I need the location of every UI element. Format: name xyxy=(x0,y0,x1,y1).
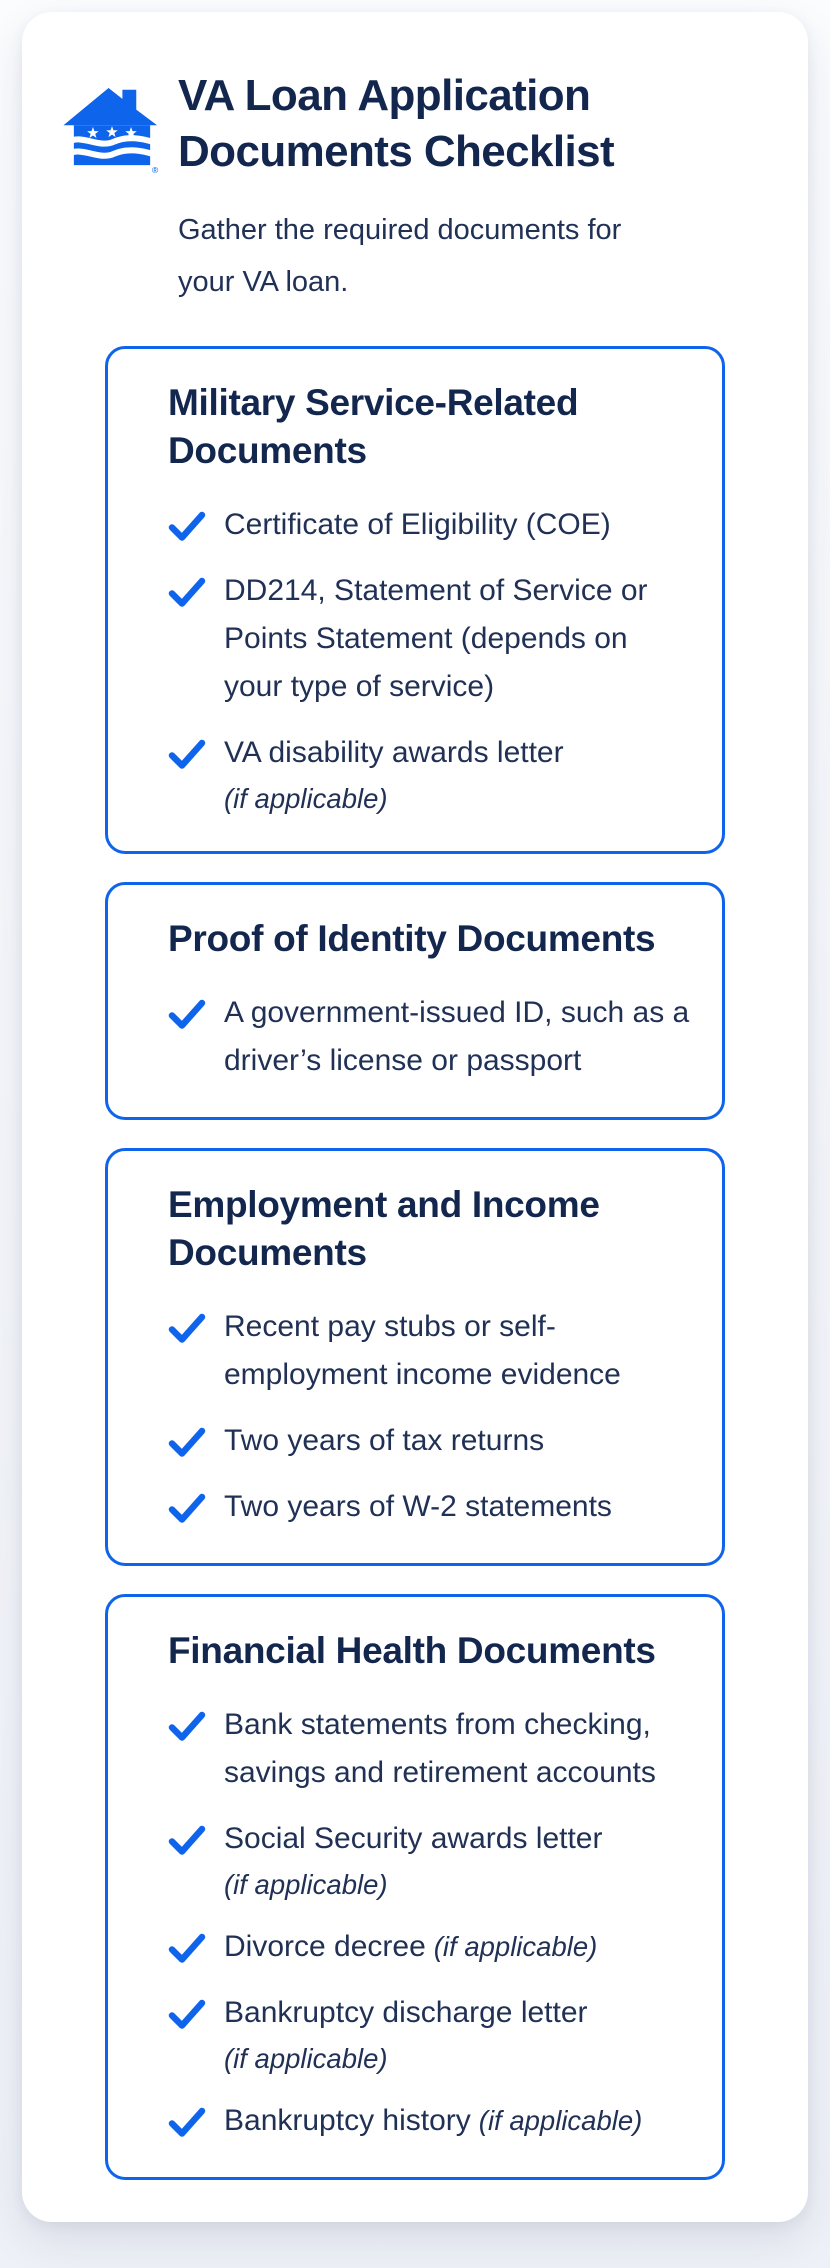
item-body xyxy=(224,1989,588,2079)
section-card xyxy=(105,346,725,854)
item-text: Bank statements from checking, savings and retirement accounts xyxy=(224,1708,656,1789)
house-logo-icon xyxy=(60,80,164,174)
item-text: A government-issued ID, such as a driver’s license or passport xyxy=(224,996,690,1077)
item-note: (if applicable) xyxy=(478,2105,643,2136)
check-icon xyxy=(168,1710,206,1742)
check-icon xyxy=(168,576,206,608)
section-title-line: Military Service-Related xyxy=(168,382,579,423)
check-icon xyxy=(168,738,206,770)
checklist-item xyxy=(168,1483,690,1531)
checklist-item xyxy=(168,567,690,711)
checklist-item xyxy=(168,501,690,549)
section-card xyxy=(105,1594,725,2180)
title-column xyxy=(178,68,621,308)
item-note: (if applicable) xyxy=(433,1931,598,1962)
section-card xyxy=(105,1148,725,1566)
item-text: Bankruptcy discharge letter xyxy=(224,1996,588,2029)
section-title-line: Employment and Income xyxy=(168,1184,600,1225)
item-body xyxy=(224,1923,597,1971)
item-text: Two years of tax returns xyxy=(224,1424,545,1457)
check-icon xyxy=(168,1932,206,1964)
check-icon xyxy=(168,510,206,542)
item-body xyxy=(224,2097,642,2145)
item-note: (if applicable) xyxy=(224,2043,388,2074)
sections-list xyxy=(105,346,768,2180)
section-title xyxy=(168,1627,690,1675)
check-icon xyxy=(168,1998,206,2030)
section-title xyxy=(168,379,690,475)
checklist-card xyxy=(22,12,808,2222)
item-body xyxy=(224,1417,544,1465)
header xyxy=(60,68,768,308)
item-body xyxy=(224,501,611,549)
page-title xyxy=(178,68,621,180)
item-text: Recent pay stubs or self-employment income evidence xyxy=(224,1310,621,1391)
checklist xyxy=(168,1701,690,2145)
item-text: Social Security awards letter xyxy=(224,1822,603,1855)
checklist-item xyxy=(168,1303,690,1399)
check-icon xyxy=(168,1824,206,1856)
section-title-line: Proof of Identity Documents xyxy=(168,918,656,959)
check-icon xyxy=(168,1312,206,1344)
section-title xyxy=(168,1181,690,1277)
checklist-item xyxy=(168,2097,690,2145)
page-title-line: Documents Checklist xyxy=(178,127,615,176)
checklist xyxy=(168,989,690,1085)
checklist-item xyxy=(168,1923,690,1971)
page-title-line: VA Loan Application xyxy=(178,71,591,120)
check-icon xyxy=(168,2106,206,2138)
section-card xyxy=(105,882,725,1120)
item-body xyxy=(224,1701,690,1797)
section-title-line: Documents xyxy=(168,1232,367,1273)
item-text: VA disability awards letter xyxy=(224,736,564,769)
item-note: (if applicable) xyxy=(224,783,388,814)
item-body xyxy=(224,1815,603,1905)
section-title xyxy=(168,915,690,963)
check-icon xyxy=(168,998,206,1030)
item-text: Divorce decree xyxy=(224,1930,426,1963)
brand-logo xyxy=(60,80,164,179)
item-body xyxy=(224,567,690,711)
checklist xyxy=(168,1303,690,1531)
item-note: (if applicable) xyxy=(224,1869,388,1900)
item-body xyxy=(224,729,564,819)
item-text: Bankruptcy history xyxy=(224,2104,471,2137)
checklist-item xyxy=(168,1701,690,1797)
item-body xyxy=(224,1303,690,1399)
checklist-item xyxy=(168,989,690,1085)
checklist xyxy=(168,501,690,819)
page-subtitle xyxy=(178,204,621,308)
item-text: Two years of W-2 statements xyxy=(224,1490,612,1523)
check-icon xyxy=(168,1426,206,1458)
item-text: DD214, Statement of Service or Points Statement (depends on your type of service) xyxy=(224,574,648,703)
check-icon xyxy=(168,1492,206,1524)
item-body xyxy=(224,989,690,1085)
checklist-item xyxy=(168,729,690,819)
section-title-line: Financial Health Documents xyxy=(168,1630,656,1671)
registered-mark: ® xyxy=(151,164,159,174)
section-title-line: Documents xyxy=(168,430,367,471)
item-body xyxy=(224,1483,612,1531)
checklist-item xyxy=(168,1417,690,1465)
page-subtitle-line: Gather the required documents for xyxy=(178,214,622,246)
page-subtitle-line: your VA loan. xyxy=(178,266,349,298)
checklist-item xyxy=(168,1815,690,1905)
checklist-item xyxy=(168,1989,690,2079)
item-text: Certificate of Eligibility (COE) xyxy=(224,508,611,541)
